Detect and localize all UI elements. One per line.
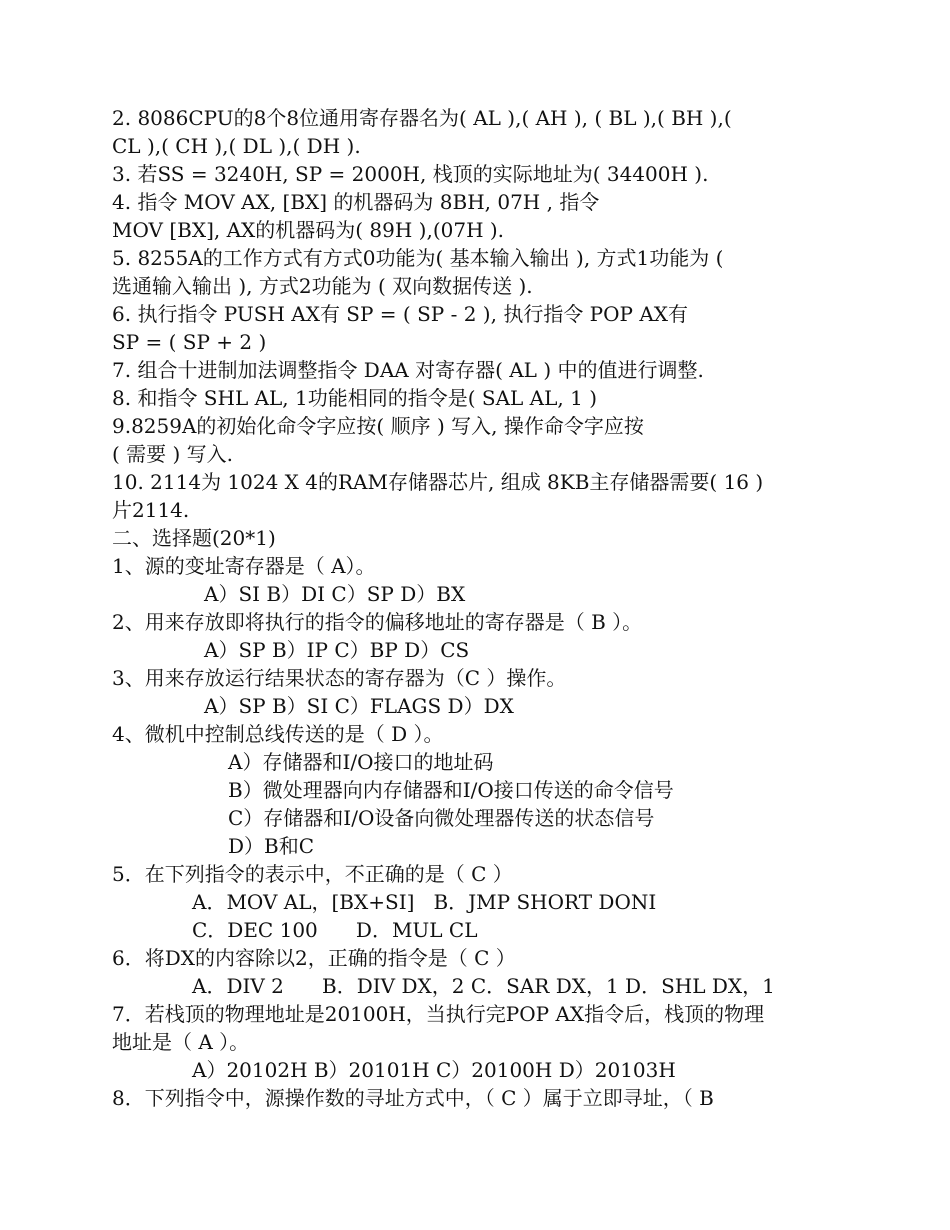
text-line: B）微处理器向内存储器和I/O接口传送的命令信号 <box>228 778 674 802</box>
text-line: A）SI B）DI C）SP D）BX <box>204 582 466 606</box>
text-line: 5. 8255A的工作方式有方式0功能为( 基本输入输出 ), 方式1功能为 ( <box>112 246 724 270</box>
text-line: ( 需要 ) 写入. <box>112 442 234 466</box>
text-line: A）SP B）SI C）FLAGS D）DX <box>204 694 514 718</box>
text-line: A）20102H B）20101H C）20100H D）20103H <box>192 1058 676 1082</box>
text-line: A．MOV AL，[BX+SI] B．JMP SHORT DONI <box>192 890 657 914</box>
text-line: 3、用来存放运行结果状态的寄存器为（C ）操作。 <box>112 666 567 690</box>
text-line: CL ),( CH ),( DL ),( DH ). <box>112 134 361 158</box>
text-line: 1、源的变址寄存器是（ A）。 <box>112 554 376 578</box>
document-body <box>112 104 838 1112</box>
text-line: A）存储器和I/O接口的地址码 <box>228 750 494 774</box>
text-line: 6．将DX的内容除以2，正确的指令是（ C ） <box>112 946 516 970</box>
text-line: 5．在下列指令的表示中，不正确的是（ C ） <box>112 862 513 886</box>
text-line: 7. 组合十进制加法调整指令 DAA 对寄存器( AL ) 中的值进行调整. <box>112 358 704 382</box>
text-line: 2、用来存放即将执行的指令的偏移地址的寄存器是（ B ）。 <box>112 610 643 634</box>
text-line: 6. 执行指令 PUSH AX有 SP = ( SP - 2 ), 执行指令 POP AX有 <box>112 302 689 326</box>
text-line: C）存储器和I/O设备向微处理器传送的状态信号 <box>228 806 655 830</box>
text-line: 3. 若SS = 3240H, SP = 2000H, 栈顶的实际地址为( 34400H ). <box>112 162 709 186</box>
text-line: SP = ( SP + 2 ) <box>112 330 267 354</box>
text-line: 8. 和指令 SHL AL, 1功能相同的指令是( SAL AL, 1 ) <box>112 386 598 410</box>
text-line: 选通输入输出 ), 方式2功能为 ( 双向数据传送 ). <box>112 274 533 298</box>
text-line: 9.8259A的初始化命令字应按( 顺序 ) 写入, 操作命令字应按 <box>112 414 644 438</box>
text-line: 10. 2114为 1024 X 4的RAM存储器芯片, 组成 8KB主存储器需要( 16 ) <box>112 470 764 494</box>
text-line: A）SP B）IP C）BP D）CS <box>204 638 470 662</box>
text-line: 4、微机中控制总线传送的是（ D ）。 <box>112 722 444 746</box>
text-line: 地址是（ A ）。 <box>112 1030 250 1054</box>
text-line: A．DIV 2 B．DIV DX，2 C．SAR DX，1 D．SHL DX，1 <box>192 974 775 998</box>
text-line: 4. 指令 MOV AX, [BX] 的机器码为 8BH, 07H , 指令 <box>112 190 600 214</box>
text-line: 片2114. <box>112 498 190 522</box>
text-line: 7．若栈顶的物理地址是20100H，当执行完POP AX指令后，栈顶的物理 <box>112 1002 765 1026</box>
text-line: C．DEC 100 D．MUL CL <box>192 918 478 942</box>
text-line: 二、选择题(20*1) <box>112 526 276 550</box>
text-line: D）B和C <box>228 834 315 858</box>
text-line: MOV [BX], AX的机器码为( 89H ),(07H ). <box>112 218 505 242</box>
text-line: 8．下列指令中，源操作数的寻址方式中，（ C ）属于立即寻址，（ B <box>112 1086 714 1110</box>
text-line: 2. 8086CPU的8个8位通用寄存器名为( AL ),( AH ), ( BL ),( BH ),( <box>112 106 732 130</box>
